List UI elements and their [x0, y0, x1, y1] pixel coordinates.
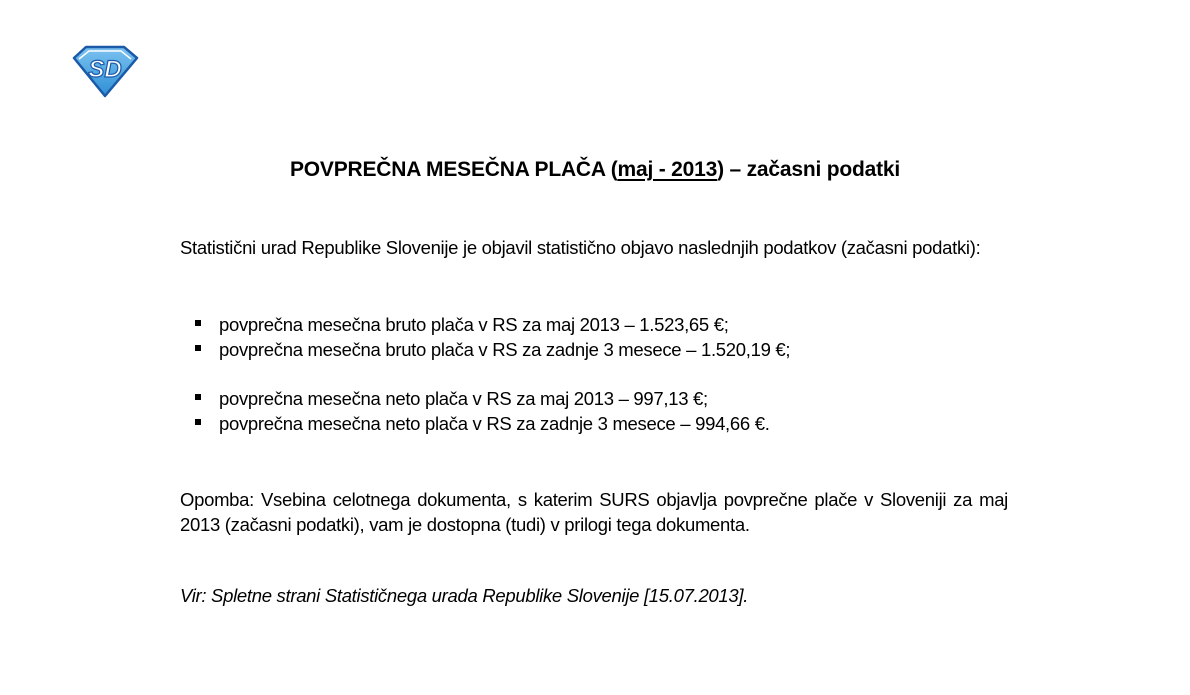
net-salary-list	[193, 386, 1013, 436]
list-item-text: povprečna mesečna bruto plača v RS za maj 2013 – 1.523,65 €;	[219, 314, 729, 335]
logo-letters: SD	[88, 56, 122, 83]
note-paragraph: Opomba: Vsebina celotnega dokumenta, s katerim SURS objavlja povprečne plače v Sloveniji za maj 2013 (začasni podatki), vam je dostopna (tudi) v prilogi tega dokumenta.	[180, 489, 1008, 535]
list-item-text: povprečna mesečna neto plača v RS za zadnje 3 mesece – 994,66 €.	[219, 413, 770, 434]
list-item-text: povprečna mesečna neto plača v RS za maj 2013 – 997,13 €;	[219, 388, 708, 409]
list-item-text: povprečna mesečna bruto plača v RS za zadnje 3 mesece – 1.520,19 €;	[219, 339, 791, 360]
title-prefix: POVPREČNA MESEČNA PLAČA (	[289, 158, 618, 181]
gross-salary-list	[193, 312, 1013, 362]
square-bullet-icon	[195, 419, 201, 425]
list-item	[193, 386, 1013, 411]
intro-paragraph: Statistični urad Republike Slovenije je objavil statistično objavo naslednjih podatkov (začasni podatki):	[180, 237, 981, 258]
square-bullet-icon	[195, 345, 201, 351]
title-period: maj - 2013	[617, 158, 718, 181]
source-citation: Vir: Spletne strani Statističnega urada Republike Slovenije [15.07.2013].	[180, 585, 749, 606]
list-item	[193, 411, 1013, 436]
list-item	[193, 312, 1013, 337]
document-title	[0, 155, 1190, 185]
square-bullet-icon	[195, 394, 201, 400]
title-suffix: ) – začasni podatki	[717, 158, 901, 181]
list-item	[193, 337, 1013, 362]
square-bullet-icon	[195, 320, 201, 326]
sd-logo	[70, 44, 140, 98]
